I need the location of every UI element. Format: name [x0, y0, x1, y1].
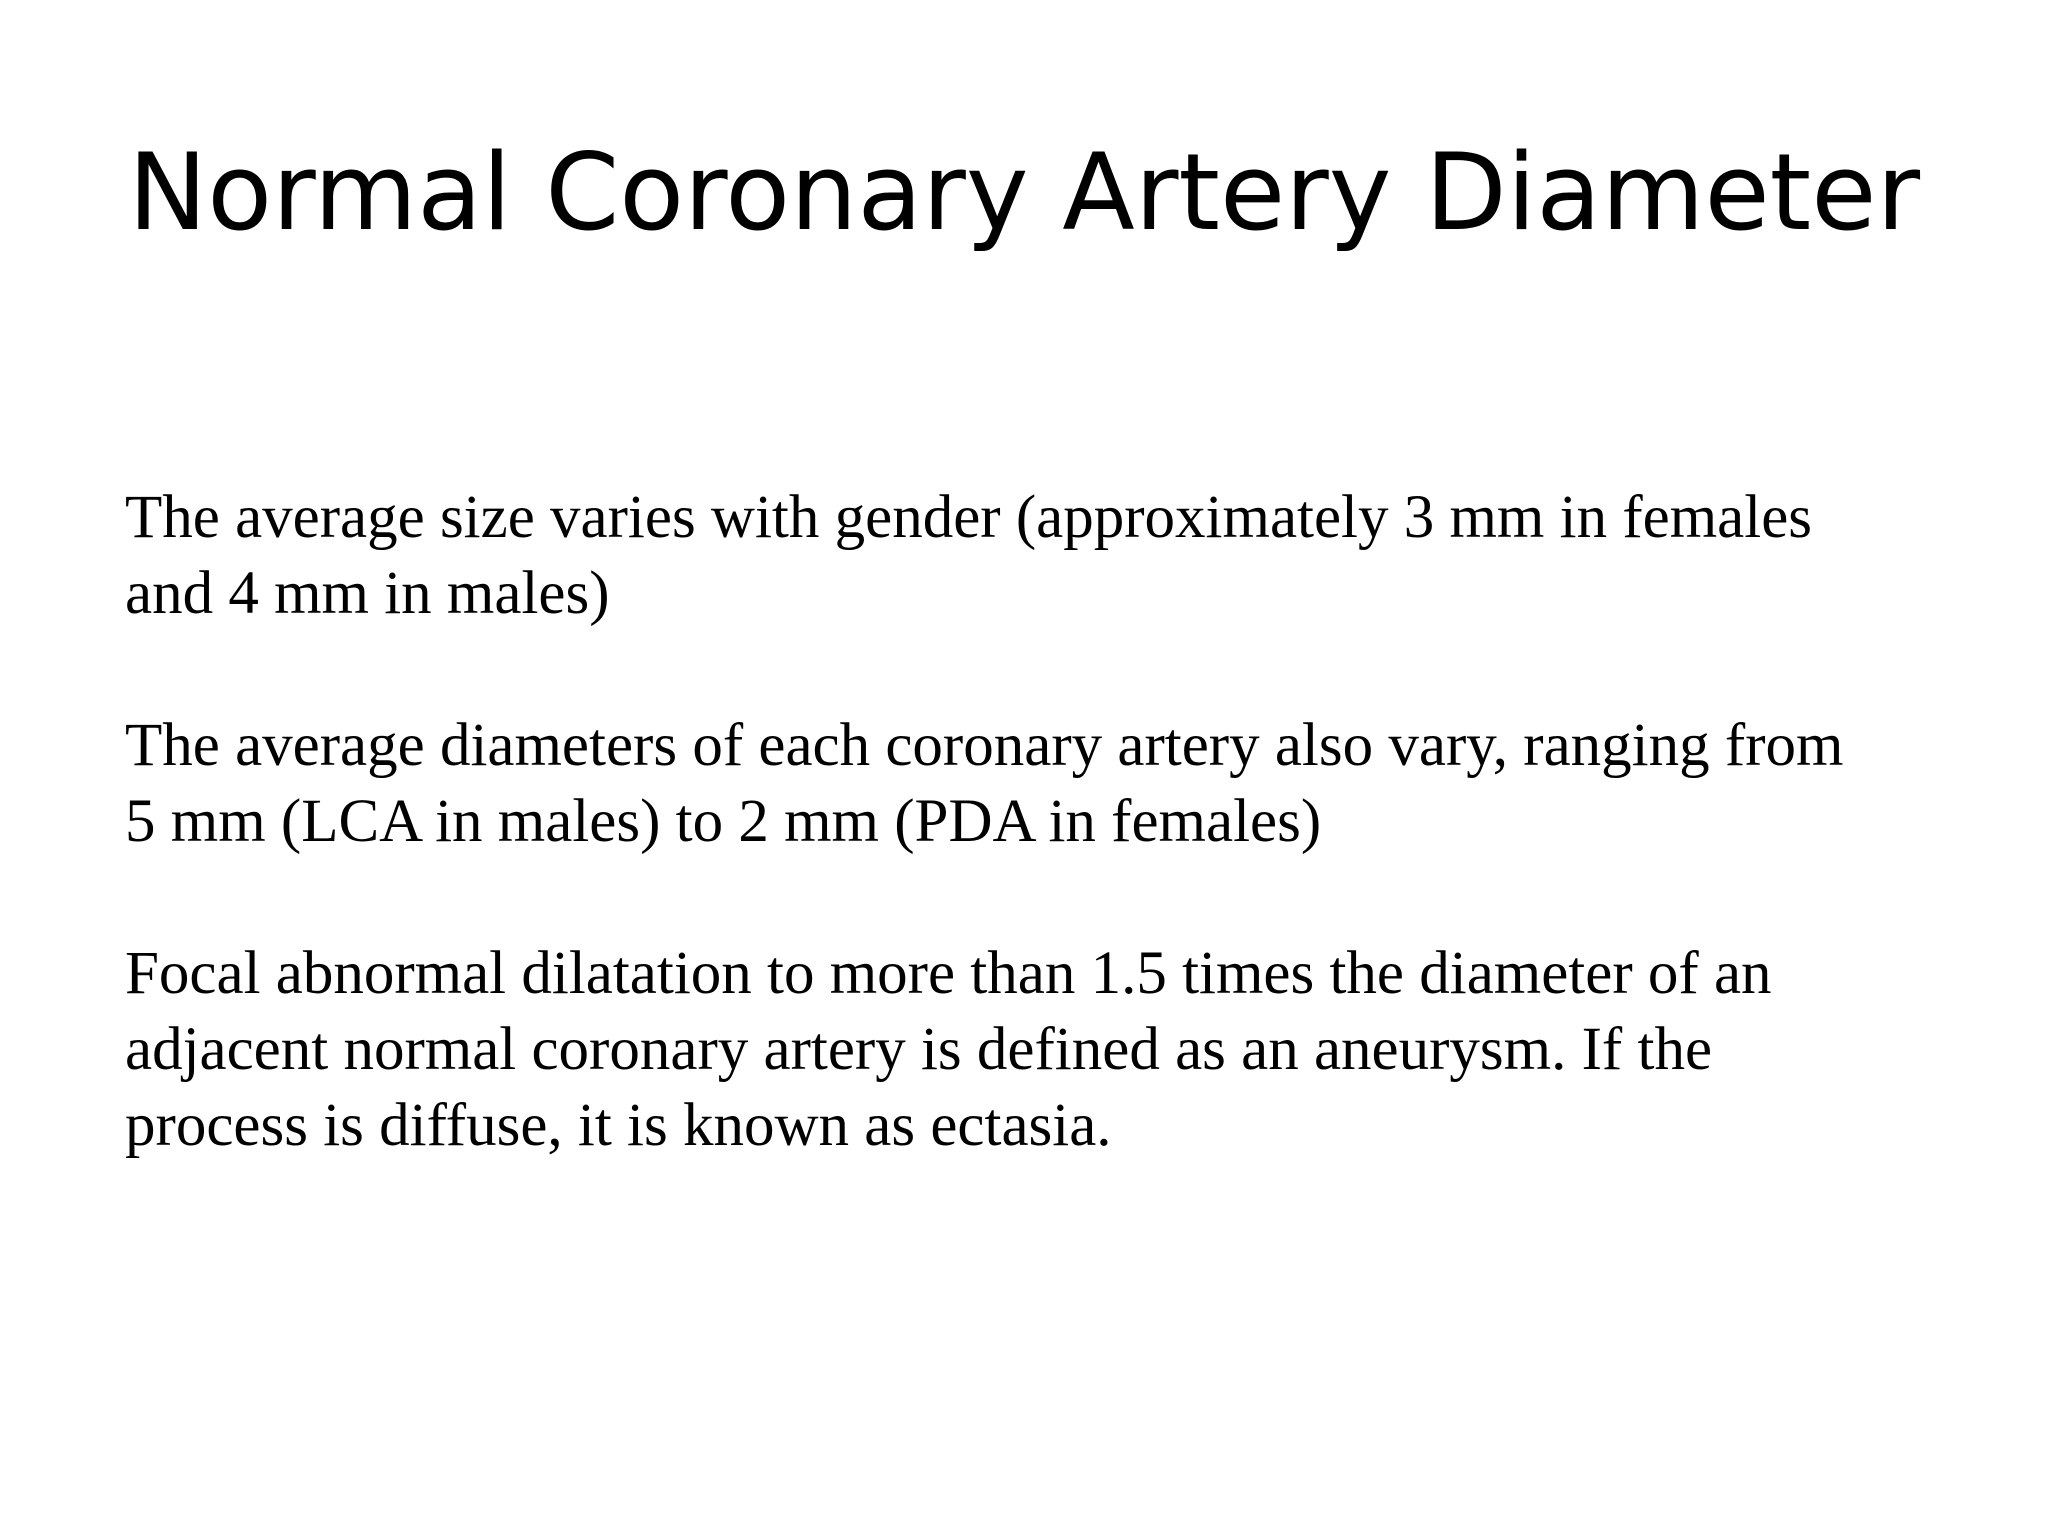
text-line: Focal abnormal dilatation to more than 1.5 times the diameter of an: [125, 940, 1772, 1007]
text-line: and 4 mm in males): [125, 560, 610, 627]
text-line: The average size varies with gender (approximately 3 mm in females: [125, 484, 1813, 551]
paragraph-aneurysm-definition: [125, 936, 1965, 1164]
slide-title: Normal Coronary Artery Diameter: [127, 131, 1921, 254]
text-line: The average diameters of each coronary artery also vary, ranging from: [125, 712, 1844, 779]
text-line: adjacent normal coronary artery is defined as an aneurysm. If the: [125, 1016, 1713, 1083]
text-line: process is diffuse, it is known as ectasia.: [125, 1092, 1112, 1159]
slide-body: [125, 480, 1965, 1164]
paragraph-gender-size: [125, 480, 1965, 632]
text-line: 5 mm (LCA in males) to 2 mm (PDA in females): [125, 788, 1322, 855]
paragraph-artery-diameters: [125, 708, 1965, 860]
